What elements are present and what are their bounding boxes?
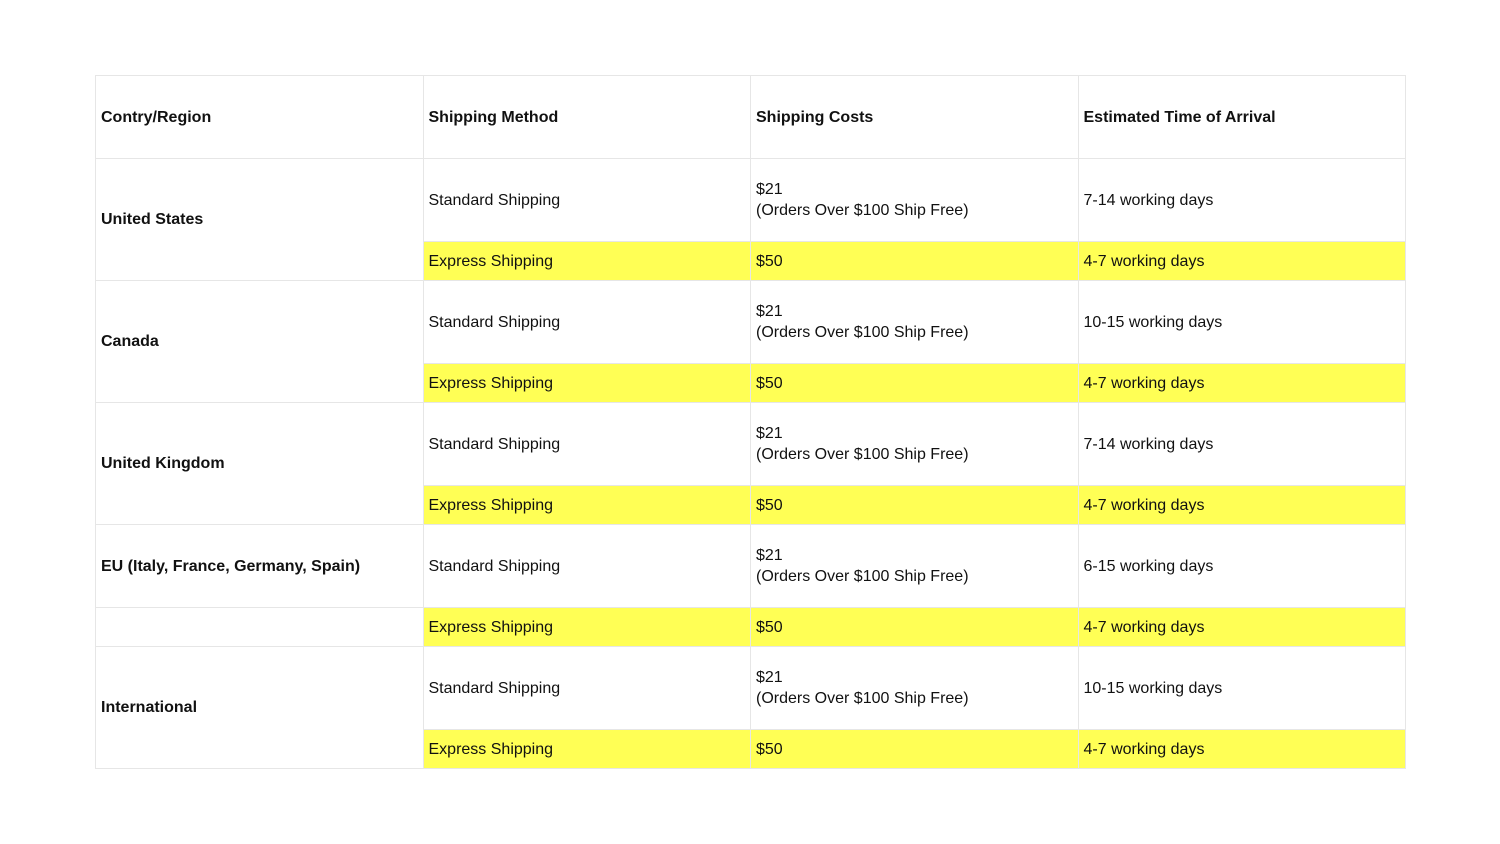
cost-cell: $50 — [751, 242, 1079, 281]
cost-cell — [751, 403, 1079, 486]
table-row — [96, 403, 1406, 486]
cost-cell — [751, 159, 1079, 242]
method-cell: Standard Shipping — [423, 403, 751, 486]
cost-cell: $50 — [751, 364, 1079, 403]
eta-cell: 4-7 working days — [1078, 242, 1406, 281]
cost-note: (Orders Over $100 Ship Free) — [756, 324, 969, 341]
cost-value: $21 — [756, 669, 783, 686]
cost-cell: $50 — [751, 608, 1079, 647]
header-estimated-arrival: Estimated Time of Arrival — [1078, 76, 1406, 159]
region-cell-international: International — [96, 647, 424, 769]
method-cell: Express Shipping — [423, 242, 751, 281]
cost-cell — [751, 525, 1079, 608]
method-cell: Express Shipping — [423, 730, 751, 769]
header-shipping-costs: Shipping Costs — [751, 76, 1079, 159]
region-cell-united-kingdom: United Kingdom — [96, 403, 424, 525]
table-row — [96, 281, 1406, 364]
cost-note: (Orders Over $100 Ship Free) — [756, 202, 969, 219]
cost-value: $21 — [756, 303, 783, 320]
cost-cell: $50 — [751, 486, 1079, 525]
table-row — [96, 525, 1406, 608]
eta-cell: 4-7 working days — [1078, 730, 1406, 769]
eta-cell: 6-15 working days — [1078, 525, 1406, 608]
shipping-table — [95, 75, 1406, 769]
eta-cell: 10-15 working days — [1078, 281, 1406, 364]
method-cell: Standard Shipping — [423, 525, 751, 608]
cost-cell — [751, 281, 1079, 364]
region-cell-eu: EU (Italy, France, Germany, Spain) — [96, 525, 424, 608]
cost-note: (Orders Over $100 Ship Free) — [756, 446, 969, 463]
cost-note: (Orders Over $100 Ship Free) — [756, 568, 969, 585]
eta-cell: 4-7 working days — [1078, 364, 1406, 403]
method-cell: Express Shipping — [423, 608, 751, 647]
eta-cell: 7-14 working days — [1078, 403, 1406, 486]
cost-value: $21 — [756, 547, 783, 564]
cost-cell: $50 — [751, 730, 1079, 769]
region-cell-canada: Canada — [96, 281, 424, 403]
cost-value: $21 — [756, 425, 783, 442]
table-row — [96, 159, 1406, 242]
method-cell: Standard Shipping — [423, 281, 751, 364]
header-country-region: Contry/Region — [96, 76, 424, 159]
method-cell: Standard Shipping — [423, 647, 751, 730]
table-row — [96, 608, 1406, 647]
header-shipping-method: Shipping Method — [423, 76, 751, 159]
eta-cell: 7-14 working days — [1078, 159, 1406, 242]
eta-cell: 4-7 working days — [1078, 608, 1406, 647]
method-cell: Standard Shipping — [423, 159, 751, 242]
empty-region-cell — [96, 608, 424, 647]
method-cell: Express Shipping — [423, 486, 751, 525]
cost-value: $21 — [756, 181, 783, 198]
table-row — [96, 647, 1406, 730]
region-cell-united-states: United States — [96, 159, 424, 281]
cost-note: (Orders Over $100 Ship Free) — [756, 690, 969, 707]
table-header-row — [96, 76, 1406, 159]
eta-cell: 4-7 working days — [1078, 486, 1406, 525]
method-cell: Express Shipping — [423, 364, 751, 403]
cost-cell — [751, 647, 1079, 730]
eta-cell: 10-15 working days — [1078, 647, 1406, 730]
